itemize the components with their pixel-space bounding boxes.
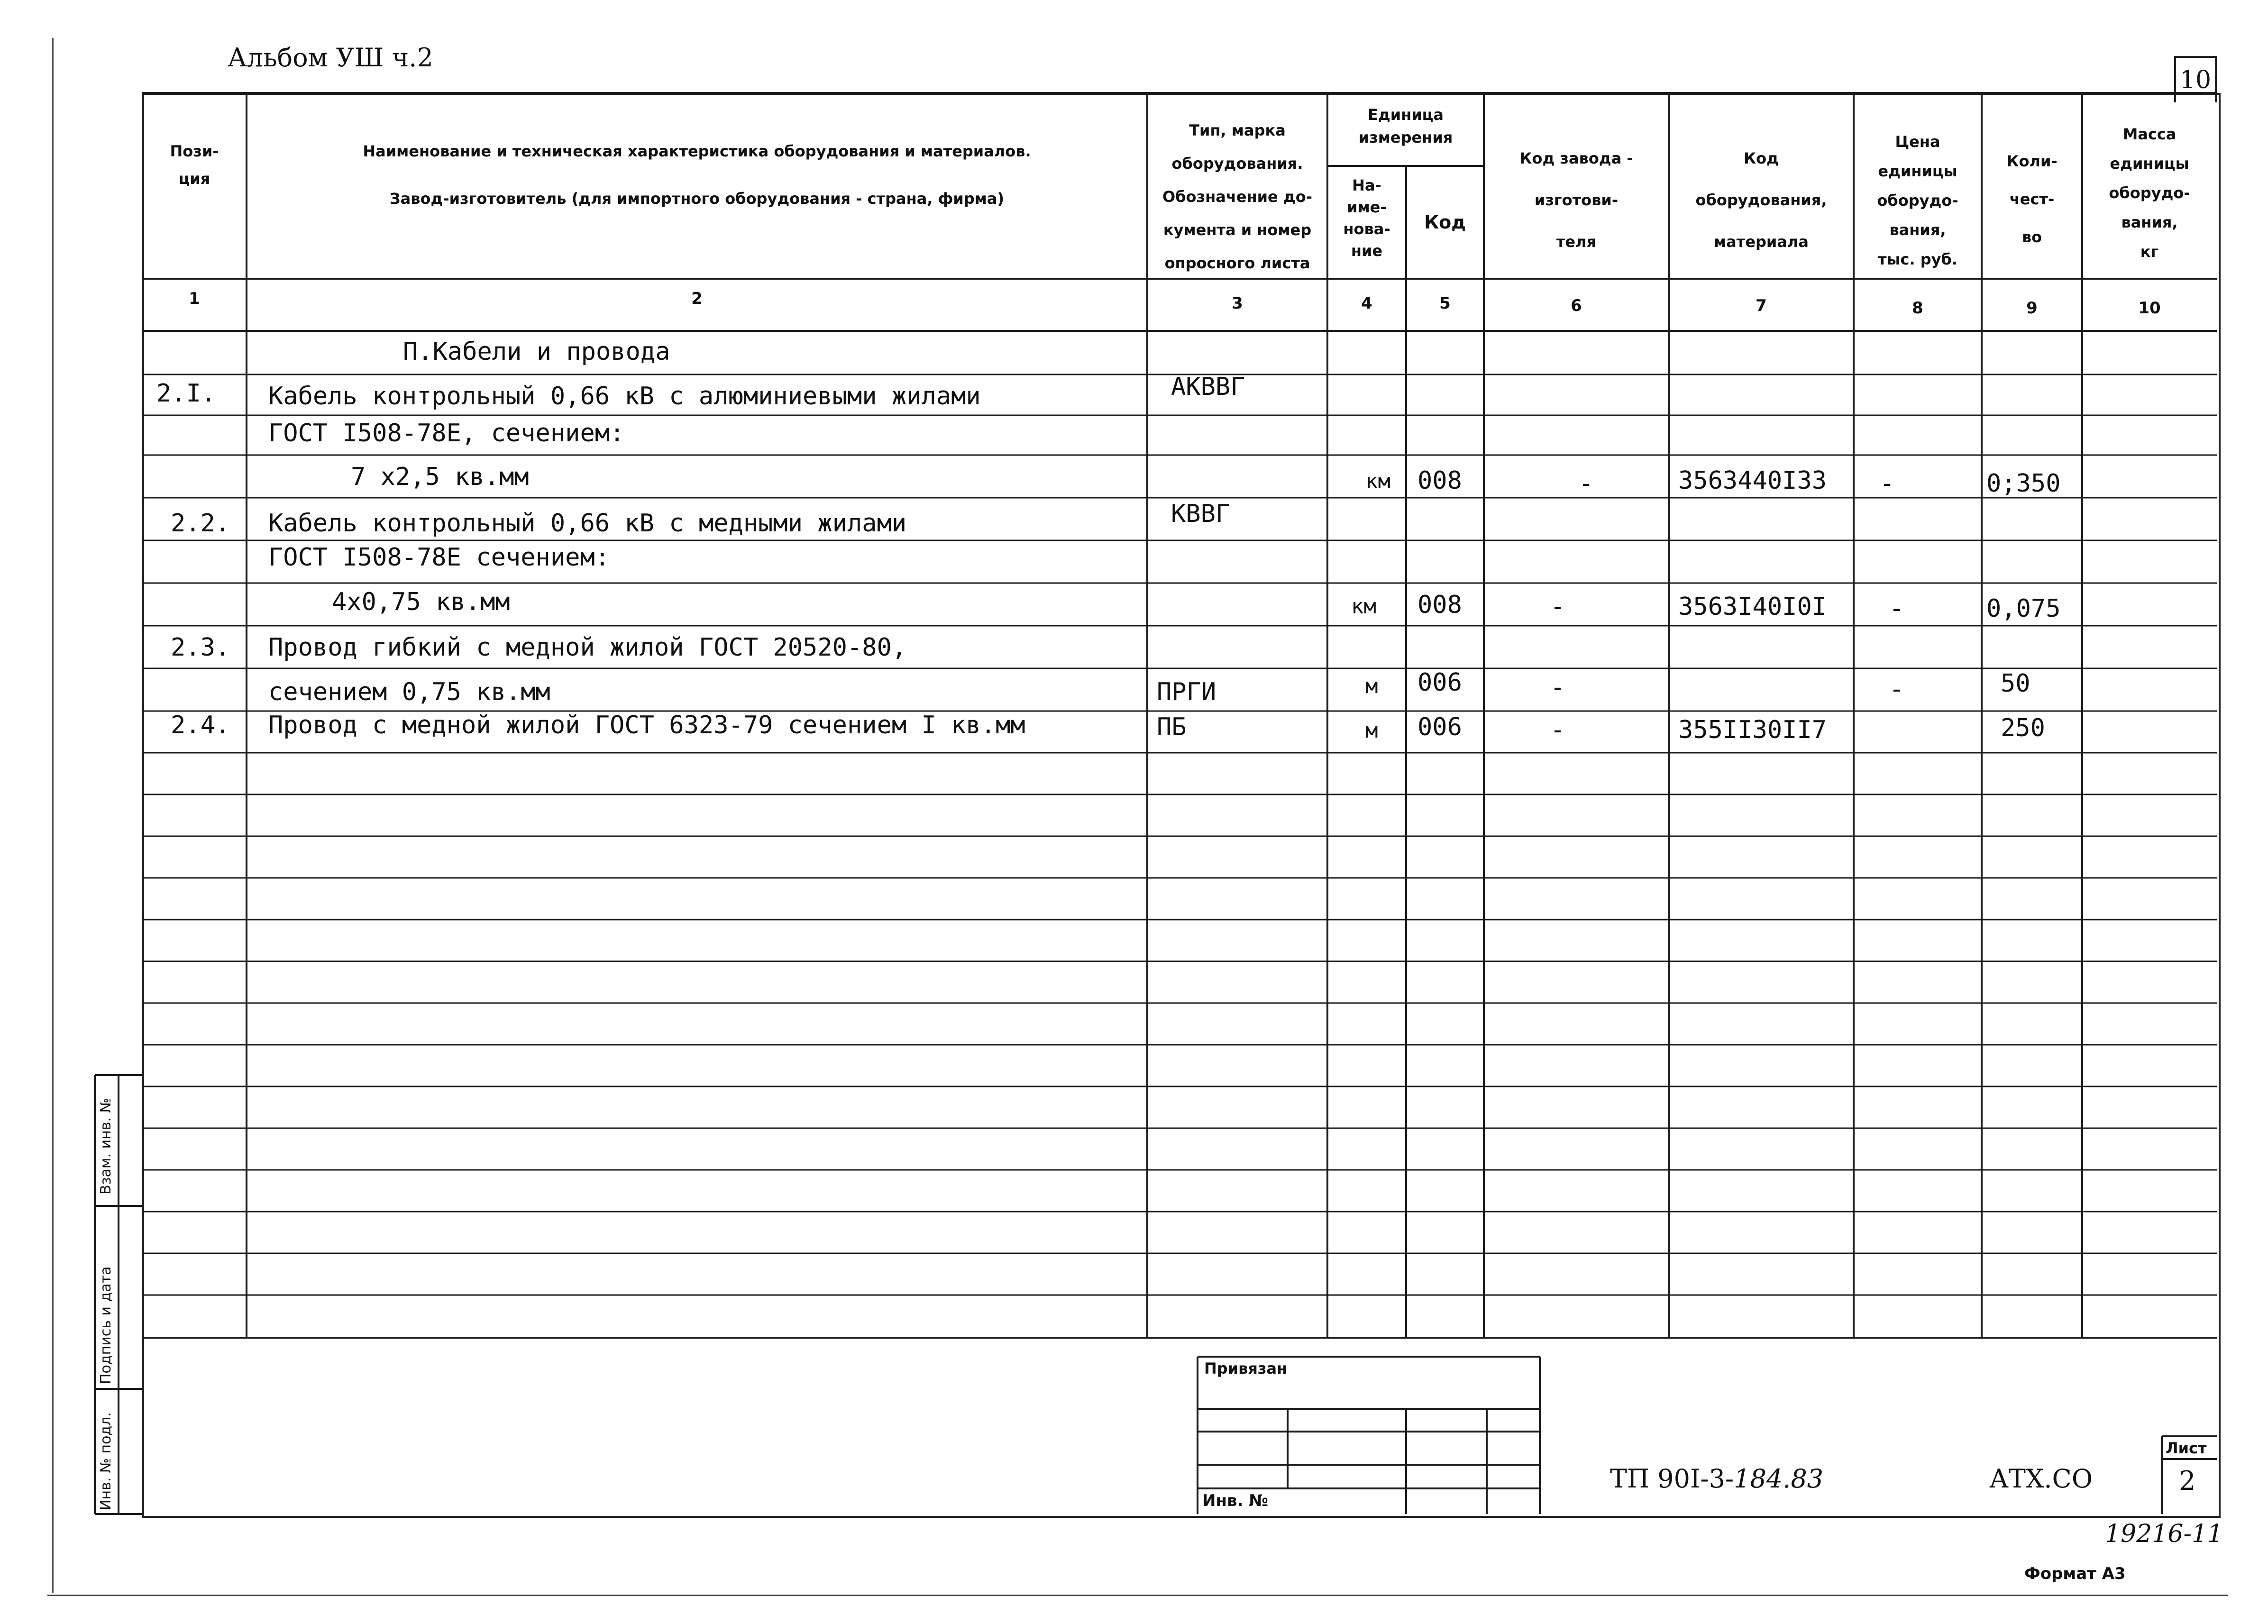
row-factory: - — [1550, 593, 1565, 621]
col-header-mass: Масса единицы оборудо- вания, кг — [2109, 125, 2190, 261]
col-header-factory-code: Код завода - изготови- теля — [1519, 149, 1633, 251]
row-matcode: 3563I40I0I — [1678, 593, 1827, 621]
col-header-unit: Единица измерения — [1358, 106, 1453, 146]
handwritten-number: 19216-11 — [2105, 1520, 2223, 1548]
col-header-name-line1: Наименование и техническая характеристика оборудования и материалов. — [363, 142, 1031, 160]
col-number: 10 — [2138, 299, 2161, 318]
stamp-sheet-label: Лист — [2166, 1439, 2207, 1457]
stamp-doc-code-printed: ТП 90I-3- — [1610, 1464, 1734, 1494]
row-matcode: 355II30II7 — [1678, 716, 1827, 744]
row-position: 2.3. — [171, 633, 230, 662]
row-qty: 0;350 — [1986, 469, 2061, 498]
stamp-attached-label: Привязан — [1204, 1359, 1288, 1378]
side-label-replaced-inv: Взам. инв. № — [98, 1098, 114, 1195]
side-label-signature-date: Подпись и дата — [98, 1266, 114, 1384]
row-matcode: 3563440I33 — [1678, 466, 1827, 495]
row-position: 2.2. — [171, 509, 230, 538]
stamp-section: АТХ.СО — [1989, 1464, 2093, 1494]
sheet-number-top-text: 10 — [2179, 66, 2212, 94]
row-factory: - — [1550, 716, 1565, 744]
col-number: 7 — [1756, 296, 1767, 315]
col-header-unit-code: Код — [1424, 212, 1466, 233]
col-header-unit-name: На- име- нова- ние — [1343, 176, 1390, 260]
row-name: ГОСТ I508-78Е, сечением: — [268, 419, 625, 447]
row-type: ПРГИ — [1157, 678, 1216, 706]
row-unit: км — [1351, 594, 1376, 619]
row-price: - — [1889, 594, 1904, 623]
row-name: 4х0,75 кв.мм — [332, 588, 510, 616]
row-qty: 50 — [2001, 669, 2030, 698]
row-name: Кабель контрольный 0,66 кВ с медными жилами — [268, 509, 907, 538]
row-name: Провод гибкий с медной жилой ГОСТ 20520-80, — [268, 633, 907, 662]
row-code: 006 — [1418, 713, 1462, 741]
row-name: сечением 0,75 кв.мм — [268, 678, 550, 706]
row-factory: - — [1550, 673, 1565, 702]
row-unit: м — [1365, 719, 1378, 743]
side-label-inv-original: Инв. № подл. — [98, 1412, 114, 1510]
col-header-material-code: Код оборудования, материала — [1695, 149, 1827, 251]
row-name: 7 х2,5 кв.мм — [351, 463, 529, 491]
col-number: 1 — [189, 289, 200, 308]
row-qty: 250 — [2001, 714, 2045, 742]
row-code: 008 — [1418, 466, 1462, 495]
col-number: 3 — [1232, 294, 1243, 313]
col-number: 2 — [691, 289, 703, 308]
col-number: 4 — [1361, 294, 1372, 313]
row-code: 006 — [1418, 668, 1462, 697]
row-name: ГОСТ I508-78Е сечением: — [268, 543, 610, 572]
col-number: 6 — [1571, 296, 1582, 315]
col-number: 5 — [1439, 294, 1451, 313]
col-header-type: Тип, марка оборудования. Обозначение до- кумента и номер опросного листа — [1162, 121, 1312, 272]
row-price: - — [1880, 469, 1895, 498]
col-number: 8 — [1912, 299, 1923, 318]
row-unit: м — [1365, 674, 1378, 698]
row-type: КВВГ — [1171, 500, 1231, 528]
row-type: АКВВГ — [1171, 373, 1245, 401]
stamp-sheet-number: 2 — [2179, 1466, 2196, 1496]
format-label: Формат А3 — [2024, 1564, 2126, 1583]
row-factory: - — [1579, 469, 1594, 498]
row-name: Кабель контрольный 0,66 кВ с алюминиевыми жилами — [268, 382, 981, 411]
stamp-doc-code-handwritten: 184.83 — [1734, 1464, 1824, 1494]
col-header-price: Цена единицы оборудо- вания, тыс. руб. — [1877, 133, 1958, 268]
col-number: 9 — [2026, 299, 2038, 318]
row-position: 2.4. — [171, 711, 230, 739]
col-header-quantity: Коли- чест- во — [2006, 152, 2058, 246]
row-code: 008 — [1418, 591, 1462, 619]
row-price: - — [1889, 675, 1904, 703]
row-position: 2.I. — [156, 379, 216, 408]
row-qty: 0,075 — [1986, 594, 2061, 623]
album-title: Альбом УШ ч.2 — [228, 43, 433, 73]
stamp-inv-label: Инв. № — [1202, 1491, 1269, 1510]
row-unit: км — [1365, 469, 1390, 493]
row-name: Провод с медной жилой ГОСТ 6323-79 сечением I кв.мм — [268, 711, 1025, 739]
row-type: ПБ — [1157, 713, 1187, 741]
col-header-name-line2: Завод-изготовитель (для импортного оборудования - страна, фирма) — [389, 190, 1005, 208]
section-title: П.Кабели и провода — [403, 338, 670, 366]
col-header-position: Пози- ция — [170, 142, 219, 188]
stamp-doc-code — [1610, 1464, 1823, 1494]
